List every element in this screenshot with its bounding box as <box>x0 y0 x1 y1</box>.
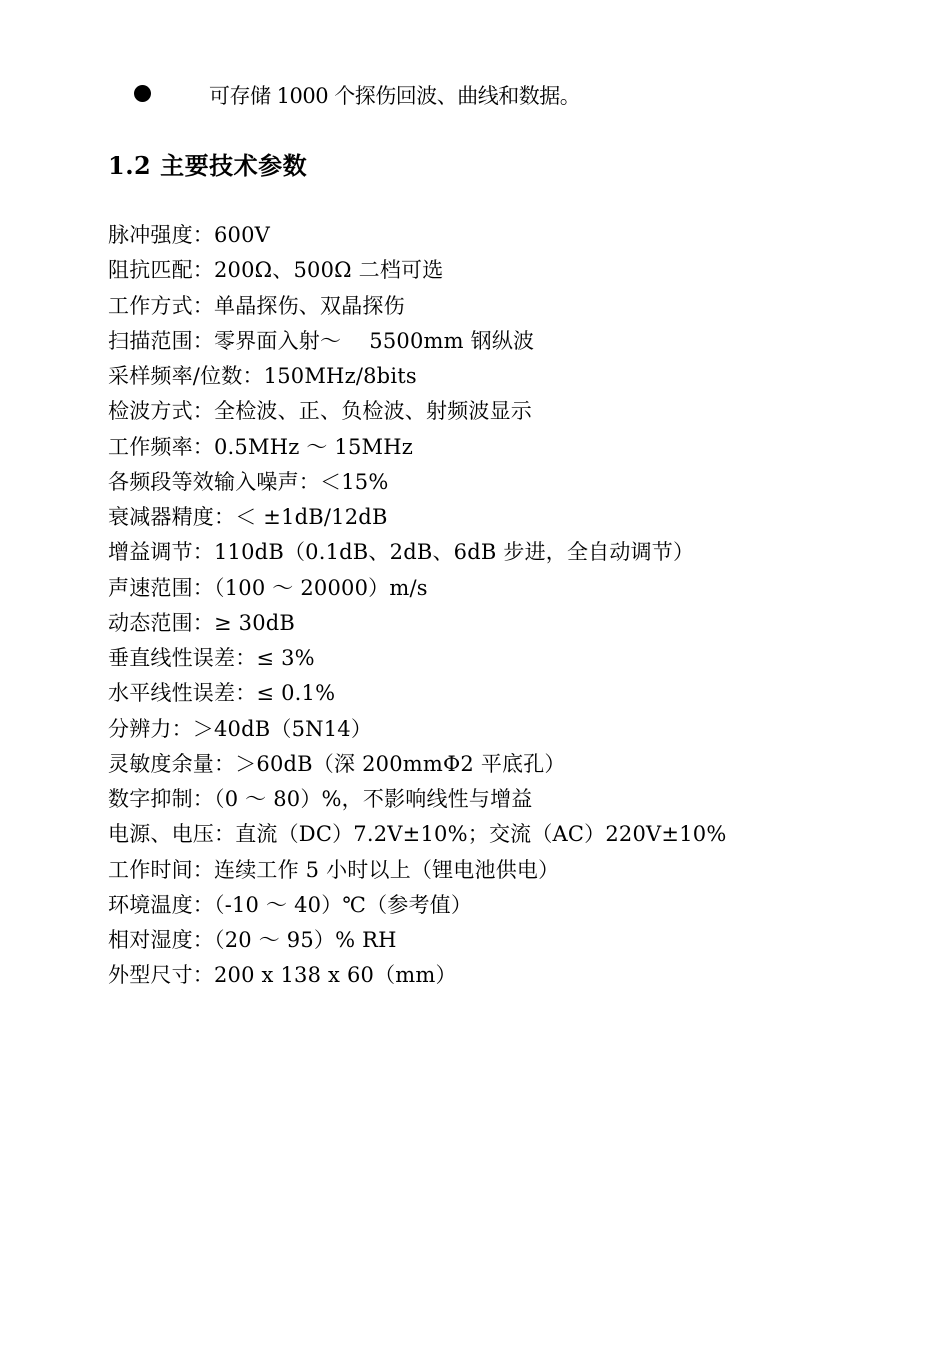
params-list <box>108 218 727 994</box>
param-dimensions: 外型尺寸：200 x 138 x 60（mm） <box>108 963 457 988</box>
param-detection-mode: 检波方式：全检波、正、负检波、射频波显示 <box>108 399 532 424</box>
param-working-time: 工作时间：连续工作 5 小时以上（锂电池供电） <box>108 857 560 882</box>
param-impedance-matching: 阻抗匹配：200Ω、500Ω 二档可选 <box>108 258 444 283</box>
param-horizontal-linearity: 水平线性误差：≤ 0.1% <box>108 681 336 706</box>
param-attenuator-accuracy: 衰减器精度：＜ ±1dB/12dB <box>108 505 388 529</box>
bullet-dot-icon <box>134 85 151 102</box>
param-sound-velocity-range: 声速范围：（100 ～ 20000）m/s <box>108 575 428 600</box>
param-sampling-rate: 采样频率/位数：150MHz/8bits <box>108 364 417 388</box>
param-sensitivity-margin: 灵敏度余量：＞60dB（深 200mmΦ2 平底孔） <box>108 751 566 776</box>
param-vertical-linearity: 垂直线性误差：≤ 3% <box>108 646 315 670</box>
param-pulse-strength: 脉冲强度：600V <box>108 223 271 247</box>
param-input-noise: 各频段等效输入噪声：＜15% <box>108 469 389 494</box>
param-ambient-temperature: 环境温度：（-10 ～ 40）℃（参考值） <box>108 892 473 917</box>
param-working-mode: 工作方式：单晶探伤、双晶探伤 <box>108 293 405 318</box>
param-relative-humidity: 相对湿度：（20 ～ 95）% RH <box>108 928 397 952</box>
param-digital-suppression: 数字抑制：（0 ～ 80）%，不影响线性与增益 <box>108 787 533 811</box>
param-dynamic-range: 动态范围：≥ 30dB <box>108 610 296 635</box>
bullet-item <box>134 78 581 108</box>
section-heading: 1.2 主要技术参数 <box>108 151 308 180</box>
param-power-voltage: 电源、电压：直流（DC）7.2V±10%；交流（AC）220V±10% <box>108 822 727 847</box>
param-resolution: 分辨力：＞40dB（5N14） <box>108 716 373 741</box>
param-scan-range: 扫描范围：零界面入射～ 5500mm 钢纵波 <box>108 328 535 353</box>
bullet-text: 可存储 1000 个探伤回波、曲线和数据。 <box>209 84 581 108</box>
param-gain-adjustment: 增益调节：110dB（0.1dB、2dB、6dB 步进，全自动调节） <box>108 540 695 565</box>
param-working-frequency: 工作频率：0.5MHz ～ 15MHz <box>108 434 414 459</box>
